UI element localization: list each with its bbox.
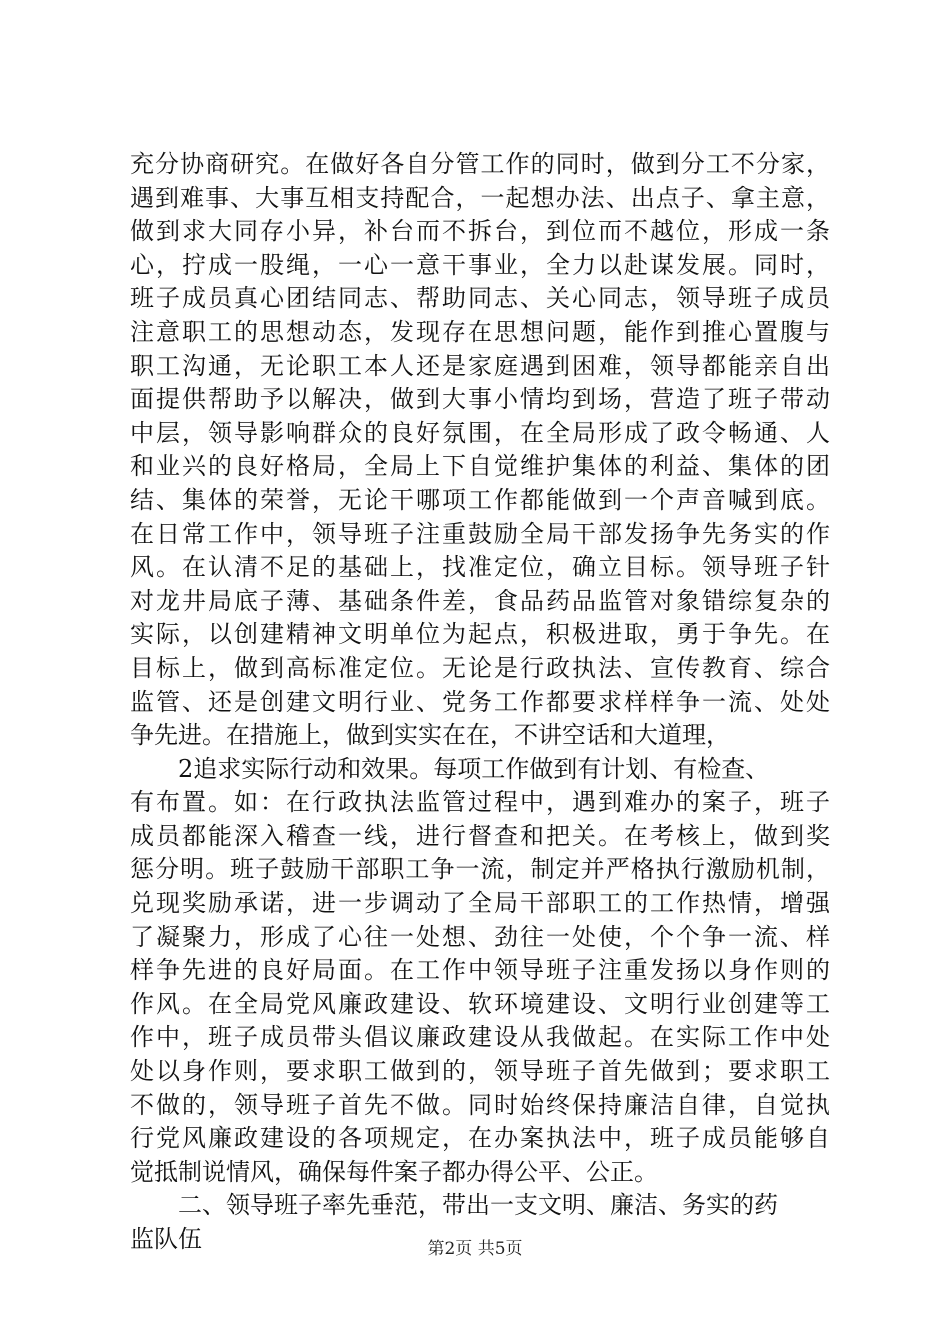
section-heading-line: 监队伍 xyxy=(130,1225,202,1253)
text-line: 遇到难事、大事互相支持配合，一起想办法、出点子、拿主意， xyxy=(130,183,830,212)
text-line: 中层，领导影响群众的良好氛围，在全局形成了政令畅通、人 xyxy=(130,418,830,447)
text-line: 注意职工的思想动态，发现存在思想问题，能作到推心置腹与 xyxy=(130,317,830,346)
document-body xyxy=(130,148,830,1257)
text-line: 觉抵制说情风，确保每件案子都办得公平、公正。 xyxy=(130,1157,658,1186)
text-line: 成员都能深入稽查一线，进行督查和把关。在考核上，做到奖 xyxy=(130,821,830,850)
text-line: 作风。在全局党风廉政建设、软环境建设、文明行业创建等工 xyxy=(130,989,830,1018)
text-line: 样争先进的良好局面。在工作中领导班子注重发扬以身作则的 xyxy=(130,956,830,985)
text-line: 惩分明。班子鼓励干部职工争一流，制定并严格执行激励机制， xyxy=(130,855,830,884)
text-line: 争先进。在措施上，做到实实在在，不讲空话和大道理， xyxy=(130,721,730,750)
text-line: 结、集体的荣誉，无论干哪项工作都能做到一个声音喊到底。 xyxy=(130,485,830,514)
text-line: 作中，班子成员带头倡议廉政建设从我做起。在实际工作中处 xyxy=(130,1023,830,1052)
text-line: 做到求大同存小异，补台而不拆台，到位而不越位，形成一条 xyxy=(130,217,830,246)
text-line: 监管、还是创建文明行业、党务工作都要求样样争一流、处处 xyxy=(130,687,830,716)
text-line: 班子成员真心团结同志、帮助同志、关心同志，领导班子成员 xyxy=(130,284,830,313)
text-line: 有布置。如：在行政执法监管过程中，遇到难办的案子，班子 xyxy=(130,788,830,817)
text-line: 行党风廉政建设的各项规定，在办案执法中，班子成员能够自 xyxy=(130,1124,830,1153)
text-line: 充分协商研究。在做好各自分管工作的同时，做到分工不分家， xyxy=(130,150,830,178)
text-line: 和业兴的良好格局，全局上下自觉维护集体的利益、集体的团 xyxy=(130,452,830,481)
text-line: 不做的，领导班子首先不做。同时始终保持廉洁自律，自觉执 xyxy=(130,1090,830,1119)
text-line: 目标上，做到高标准定位。无论是行政执法、宣传教育、综合 xyxy=(130,653,830,682)
text-line: 了凝聚力，形成了心往一处想、劲往一处使，个个争一流、样 xyxy=(130,922,830,951)
paragraph-start-line: 2追求实际行动和效果。每项工作做到有计划、有检查、 xyxy=(178,754,770,783)
text-line: 兑现奖励承诺，进一步调动了全局干部职工的工作热情，增强 xyxy=(130,889,830,918)
page-footer: 第2页 共5页 xyxy=(427,1239,523,1259)
text-line: 处以身作则，要求职工做到的，领导班子首先做到；要求职工 xyxy=(130,1057,830,1086)
text-line: 对龙井局底子薄、基础条件差，食品药品监管对象错综复杂的 xyxy=(130,586,830,615)
text-line: 风。在认清不足的基础上，找准定位，确立目标。领导班子针 xyxy=(130,553,830,582)
text-line: 心，拧成一股绳，一心一意干事业，全力以赴谋发展。同时， xyxy=(130,250,830,279)
text-line: 面提供帮助予以解决，做到大事小情均到场，营造了班子带动 xyxy=(130,385,830,414)
text-line: 职工沟通，无论职工本人还是家庭遇到困难，领导都能亲自出 xyxy=(130,351,830,380)
text-line: 在日常工作中，领导班子注重鼓励全局干部发扬争先务实的作 xyxy=(130,519,830,548)
text-line: 实际，以创建精神文明单位为起点，积极进取，勇于争先。在 xyxy=(130,620,830,649)
section-heading-line: 二、领导班子率先垂范，带出一支文明、廉洁、务实的药 xyxy=(178,1191,778,1220)
